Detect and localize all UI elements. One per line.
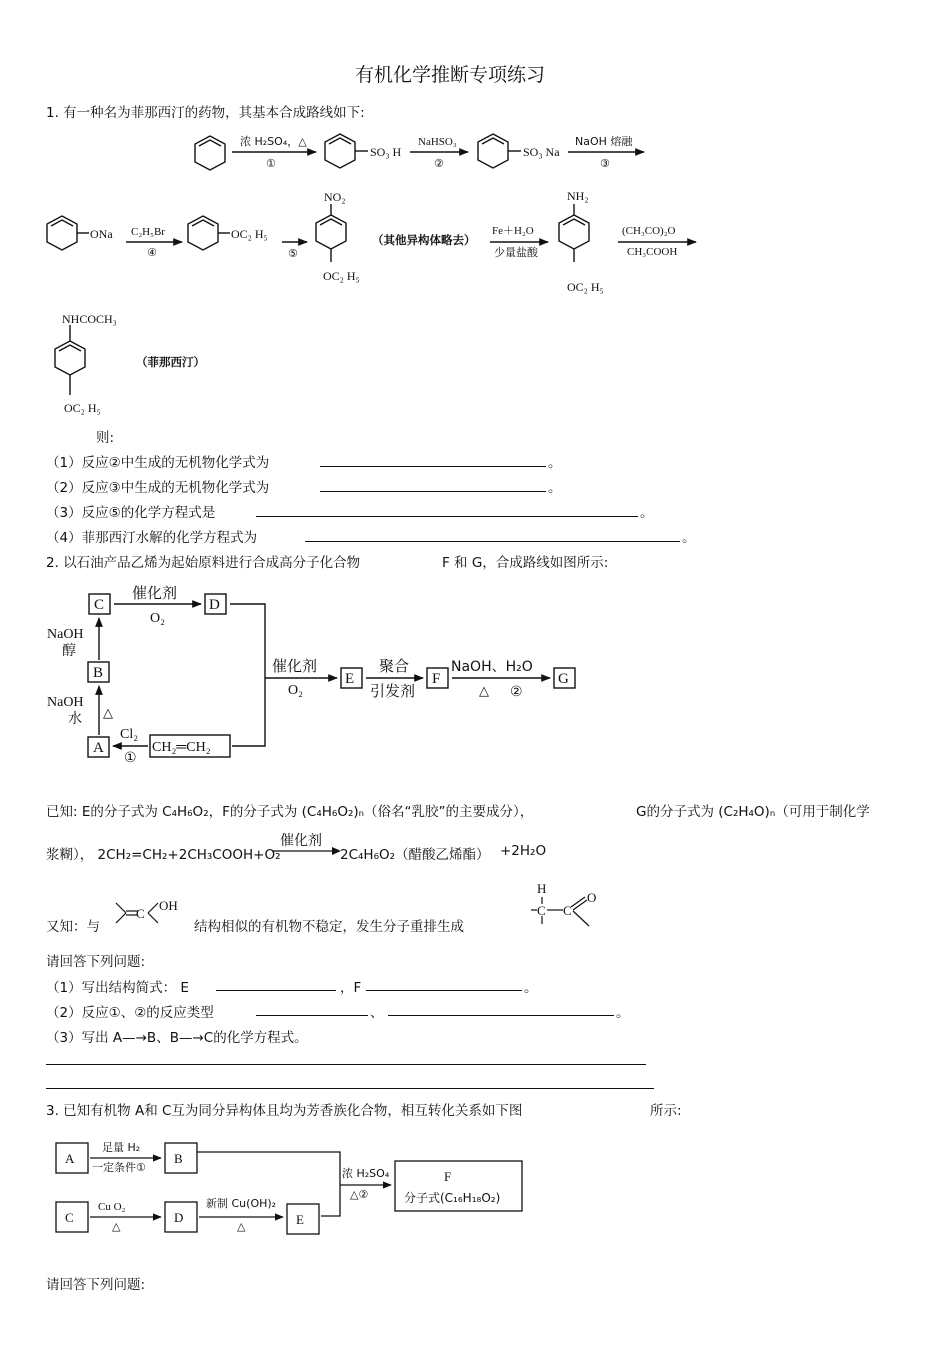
q3-relation-diagram (0, 1130, 950, 1250)
q3-box-B: B (174, 1151, 183, 1166)
answer-blank-q1-1[interactable] (320, 466, 546, 467)
q3-cu-top: Cu O₂ (98, 1201, 126, 1213)
water-label: 水 (68, 711, 82, 727)
q2-item-2: （2）反应①、②的反应类型 (46, 1005, 214, 1021)
q3-box-C: C (65, 1210, 74, 1225)
q1-synthesis-scheme (0, 120, 950, 420)
r1-bot: ① (266, 157, 276, 170)
q3-acid-bot: △② (350, 1188, 369, 1201)
r5-bot: ⑤ (288, 247, 298, 260)
box-D: D (209, 597, 220, 613)
naoh2-label: NaOH (47, 695, 84, 710)
box-A: A (93, 740, 104, 756)
answer-blank-reaction-1[interactable] (256, 1015, 368, 1016)
r7-bot: CH₃COOH (627, 246, 678, 258)
known-1-arrow (272, 846, 342, 856)
phenacetin-structure (55, 325, 85, 395)
q1-item-3-end: 。 (640, 505, 654, 521)
box-B: B (93, 665, 104, 681)
q2-synthesis-diagram (0, 580, 950, 780)
phenacetin-bot: OC₂ H₅ (64, 401, 101, 415)
q1-item-4-end: 。 (682, 530, 696, 546)
keto-h: H (537, 881, 547, 896)
r3-top: NaOH 熔融 (575, 135, 633, 148)
box-C: C (94, 597, 105, 613)
nitro-bot: OC₂ H₅ (323, 269, 360, 283)
known-1e: +2H₂O (500, 843, 547, 859)
q1-item-3: （3）反应⑤的化学方程式是 (46, 505, 216, 521)
r4-bot: ④ (147, 246, 157, 259)
q2-ask: 请回答下列问题: (46, 954, 146, 970)
r6-bot: 少量盐酸 (494, 246, 538, 259)
benzene-ring-2 (325, 134, 368, 168)
q3-box-F: F (444, 1169, 452, 1184)
q3-acid-top: 浓 H₂SO₄ (342, 1167, 390, 1180)
q3-cuoh-bot: △ (237, 1220, 246, 1233)
nitro-compound (316, 204, 346, 262)
answer-line-2[interactable] (46, 1088, 654, 1089)
q2-stem-2: F 和 G，合成路线如图所示: (442, 555, 609, 571)
q3-box-D: D (174, 1210, 184, 1225)
nitro-top: NO₂ (324, 190, 346, 204)
q3-box-A: A (65, 1151, 75, 1166)
box-G: G (558, 671, 569, 687)
r7-top: (CH₃CO)₂O (622, 225, 676, 237)
amine-top: NH₂ (567, 189, 589, 203)
phenacetin-name: （菲那西汀） (136, 355, 205, 369)
q2-stem: 2. 以石油产品乙烯为起始原料进行合成高分子化合物 (46, 555, 361, 571)
p3-label: ONa (90, 227, 113, 241)
enol-structure (112, 895, 192, 935)
r1-top: 浓 H₂SO₄，△ (240, 135, 307, 148)
q1-item-2-end: 。 (548, 480, 562, 496)
c1-label: ① (124, 750, 137, 766)
isomer-note: （其他异构体略去） (372, 233, 476, 247)
hyd-label: NaOH、H₂O (451, 659, 533, 675)
r4-top: C₂H₅Br (131, 226, 165, 238)
naoh1-label: NaOH (47, 627, 84, 642)
box-E: E (345, 671, 355, 687)
known-1c: 浆糊）， 2CH₂=CH₂+2CH₃COOH+O₂ (46, 847, 281, 863)
q3-stem-end: 所示: (650, 1103, 682, 1119)
q3-ask: 请回答下列问题: (46, 1277, 146, 1293)
q3-h2-bot: 一定条件① (92, 1161, 146, 1174)
q1-item-4: （4）菲那西汀水解的化学方程式为 (46, 530, 258, 546)
q1-item-1-end: 。 (548, 455, 562, 471)
poly1-label: 聚合 (379, 657, 410, 675)
c2-label: ② (510, 684, 523, 700)
q3-cu-bot: △ (112, 1220, 121, 1233)
known-1a: 已知: E的分子式为 C₄H₆O₂，F的分子式为 (C₄H₆O₂)ₙ（俗名“乳胶”的主要成分）， (46, 804, 534, 820)
answer-line-1[interactable] (46, 1064, 646, 1065)
q3-h2-top: 足量 H₂ (102, 1141, 141, 1154)
delta2-label: △ (479, 684, 489, 699)
answer-blank-F[interactable] (366, 990, 522, 991)
delta1-label: △ (103, 706, 113, 721)
phenacetin-top: NHCOCH₃ (62, 312, 117, 326)
known-1b: G的分子式为 (C₂H₄O)ₙ（可用于制化学 (636, 804, 870, 820)
q2-item-2-sep: 、 (370, 1005, 384, 1021)
p1-label: SO₃ H (370, 145, 402, 159)
known-2b: 结构相似的有机物不稳定，发生分子重排生成 (194, 919, 464, 935)
q2-item-1a: （1）写出结构简式： E (46, 980, 189, 996)
q1-then: 则: (96, 430, 115, 446)
svg-text:OH: OH (159, 898, 178, 913)
svg-text:C: C (537, 903, 546, 918)
q3-stem: 3. 已知有机物 A和 C互为同分异构体且均为芳香族化合物，相互转化关系如下图 (46, 1103, 523, 1119)
answer-blank-E[interactable] (216, 990, 336, 991)
benzene-ring-1 (195, 136, 225, 170)
benzene-ring-3 (478, 134, 521, 168)
page-title: 有机化学推断专项练习 (355, 64, 546, 86)
r2-top: NaHSO₃ (418, 136, 457, 148)
q2-item-2-end: 。 (616, 1005, 630, 1021)
known-2a: 又知：与 (46, 919, 100, 935)
q2-item-3: （3）写出 A—→B、B—→C的化学方程式。 (46, 1030, 308, 1046)
q1-item-1: （1）反应②中生成的无机物化学式为 (46, 455, 270, 471)
known-1d: 2C₄H₆O₂（醋酸乙烯酯） (340, 847, 490, 863)
r3-bot: ③ (600, 157, 610, 170)
box-F: F (432, 671, 441, 687)
answer-blank-q1-2[interactable] (320, 491, 546, 492)
amine-compound (559, 204, 589, 262)
answer-blank-q1-3[interactable] (256, 516, 638, 517)
benzene-ring-4 (47, 216, 89, 250)
amine-bot: OC₂ H₅ (567, 280, 604, 294)
q3-cuoh-top: 新制 Cu(OH)₂ (206, 1197, 277, 1210)
answer-blank-reaction-2[interactable] (388, 1015, 614, 1016)
q1-item-2: （2）反应③中生成的无机物化学式为 (46, 480, 270, 496)
svg-text:C: C (563, 903, 572, 918)
q1-stem: 1. 有一种名为菲那西汀的药物，其基本合成路线如下: (46, 105, 365, 121)
keto-o: O (587, 890, 597, 905)
q2-item-1b: ，F (340, 980, 362, 996)
o2b-label: O₂ (288, 683, 303, 698)
cl2-label: Cl₂ (120, 727, 139, 742)
cat2-label: 催化剂 (272, 657, 318, 675)
q2-item-1-end: 。 (524, 980, 538, 996)
q3-F-formula: 分子式(C₁₆H₁₈O₂) (404, 1191, 501, 1205)
ethylene-label: CH₂═CH₂ (152, 740, 211, 755)
q3-box-E: E (296, 1212, 304, 1227)
poly2-label: 引发剂 (370, 682, 416, 700)
p2-label: SO₃ Na (523, 145, 560, 159)
known-1-catalyst: 催化剂 (280, 833, 322, 849)
benzene-ring-5 (188, 216, 230, 250)
cat1-label: 催化剂 (132, 584, 178, 602)
alc-label: 醇 (62, 643, 76, 659)
r2-bot: ② (434, 157, 444, 170)
answer-blank-q1-4[interactable] (305, 541, 680, 542)
o2a-label: O₂ (150, 611, 165, 626)
keto-structure (525, 880, 605, 930)
svg-text:C: C (136, 906, 145, 921)
r6-top: Fe＋H₂O (492, 225, 534, 237)
p4-label: OC₂ H₅ (231, 227, 268, 241)
